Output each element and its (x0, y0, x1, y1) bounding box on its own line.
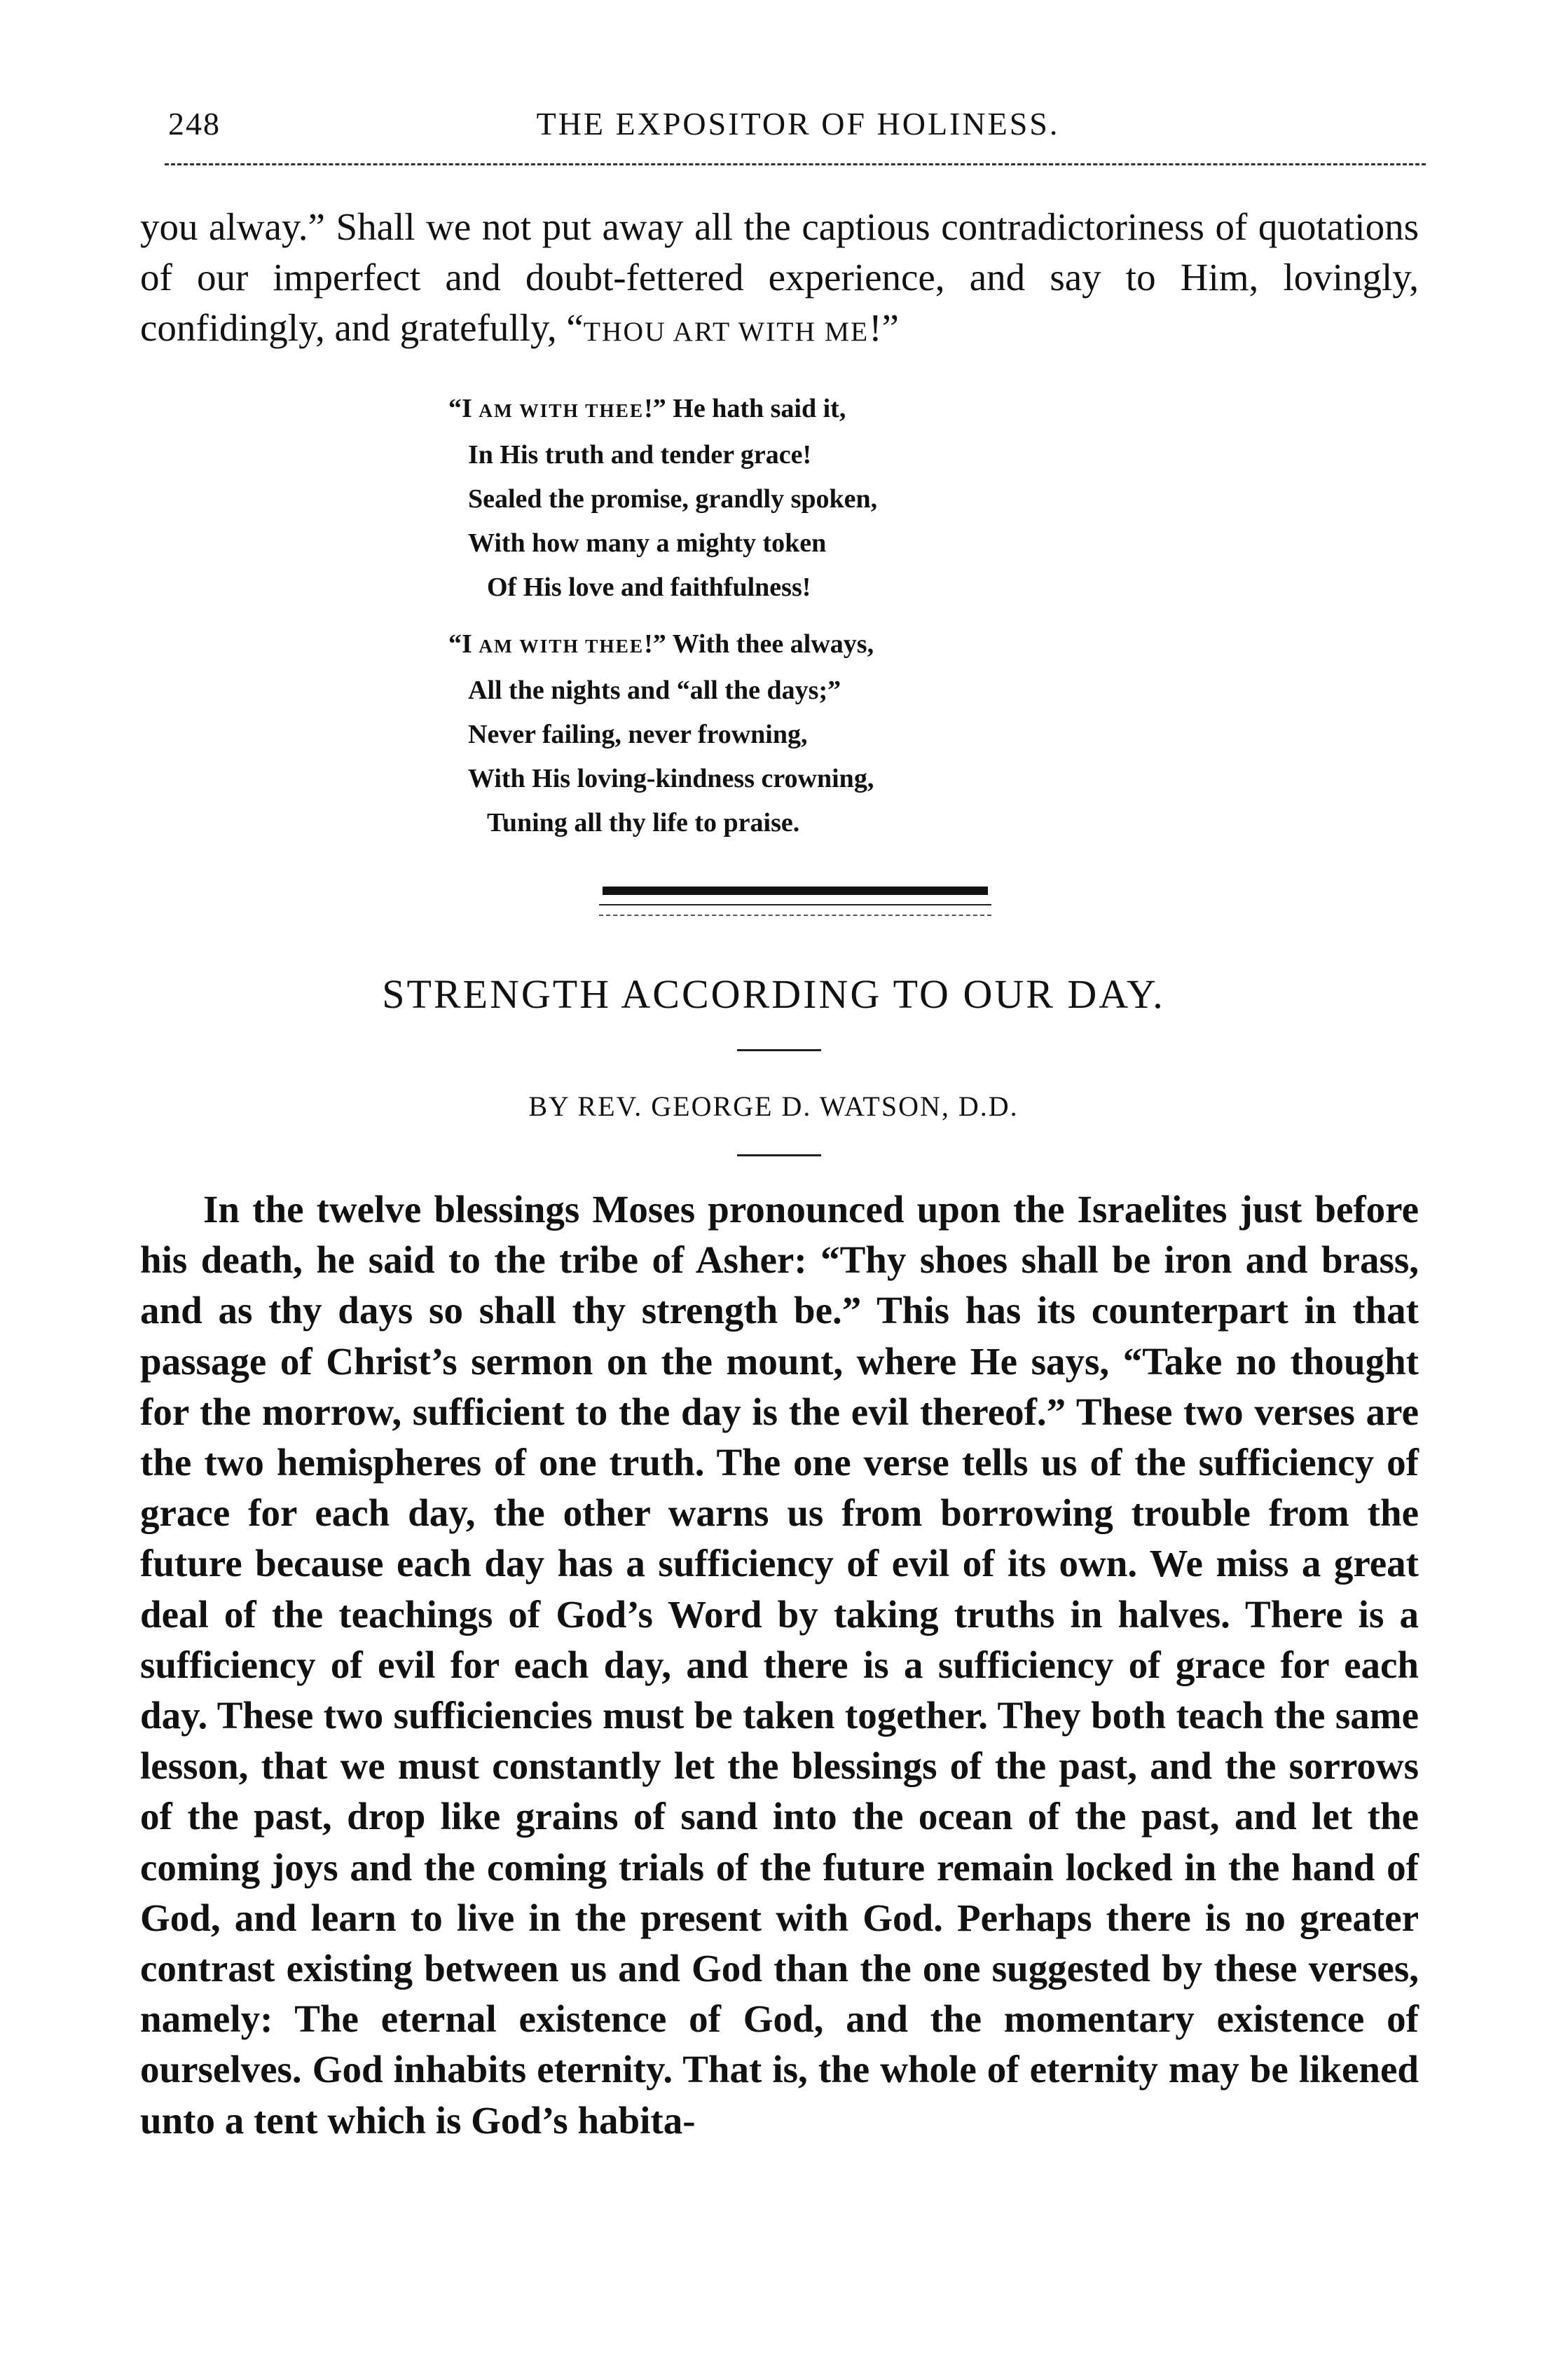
title-rule (737, 1049, 821, 1051)
intro-closing-end: !” (869, 306, 899, 349)
article-byline: BY REV. GEORGE D. WATSON, D.D. (528, 1090, 1019, 1122)
poem-open-quote: “I (448, 629, 472, 659)
poem-line: All the nights and “all the days;” (468, 676, 841, 705)
intro-paragraph (140, 202, 1419, 357)
section-divider-thin (599, 904, 991, 905)
article-body: In the twelve blessings Moses pronounced upon the Israelites just before his death, he said to the tribe of Asher: “Thy shoes shall be iron and brass, and as thy days so shall thy strength be.” This has its counterpart in that passage of Christ’s sermon on the mount, where He says, “Take no thought for the morrow, sufficient to the day is the evil thereof.” These two verses are the two hemispheres of one truth. The one verse tells us of the sufficiency of grace for each day, the other warns us from borrowing trouble from the future because each day has a sufficiency of evil of its own. We miss a great deal of the teachings of God’s Word by taking truths in halves. There is a sufficiency of evil for each day, and there is a sufficiency of grace for each day. These two sufficiencies must be taken together. They both teach the same lesson, that we must constantly let the blessings of the past, and the sorrows of the past, drop like grains of sand into the ocean of the past, and let the coming joys and the coming trials of the future remain locked in the hand of God, and learn to live in the present with God. Perhaps there is no greater contrast existing between us and God than the one suggested by these verses, namely: The eternal existence of God, and the momentary existence of ourselves. God inhabits eternity. That is, the whole of eternity may be likened unto a tent which is God’s habita- (140, 1188, 1419, 2142)
poem-smallcaps: AM WITH THEE (479, 400, 645, 421)
section-divider-dashed (599, 915, 991, 916)
poem-stanza-1 (448, 387, 877, 610)
intro-closing-smallcaps: THOU ART WITH ME (583, 316, 869, 347)
page-number: 248 (168, 106, 221, 142)
poem-stanza-2 (448, 622, 874, 845)
article-title: STRENGTH ACCORDING TO OUR DAY. (382, 971, 1165, 1017)
poem-open-quote: “I (448, 394, 472, 423)
poem-line: In His truth and tender grace! (468, 440, 812, 470)
section-divider-thick (603, 887, 988, 895)
poem-line: Never failing, never frowning, (468, 720, 808, 749)
header-rule (165, 163, 1426, 165)
poem-line: Of His love and faithfulness! (487, 573, 811, 602)
running-head: THE EXPOSITOR OF HOLINESS. (536, 106, 1060, 142)
poem-smallcaps: AM WITH THEE (479, 636, 645, 657)
poem-line-rest: !” With thee always, (644, 629, 874, 659)
poem-line: Sealed the promise, grandly spoken, (468, 484, 878, 514)
poem-line (448, 387, 877, 433)
poem-line (448, 622, 874, 669)
poem-line-rest: !” He hath said it, (644, 394, 846, 423)
byline-rule (737, 1154, 821, 1156)
poem-line: With His loving-kindness crowning, (468, 764, 874, 793)
poem-line: Tuning all thy life to praise. (487, 808, 800, 837)
poem-line: With how many a mighty token (468, 528, 827, 558)
intro-text: you alway.” Shall we not put away all the captious contradictoriness of quotations of our imperfect and doubt-fettered experience, and say to Him, lovingly, confidingly, and gratefully, “ (140, 205, 1419, 349)
